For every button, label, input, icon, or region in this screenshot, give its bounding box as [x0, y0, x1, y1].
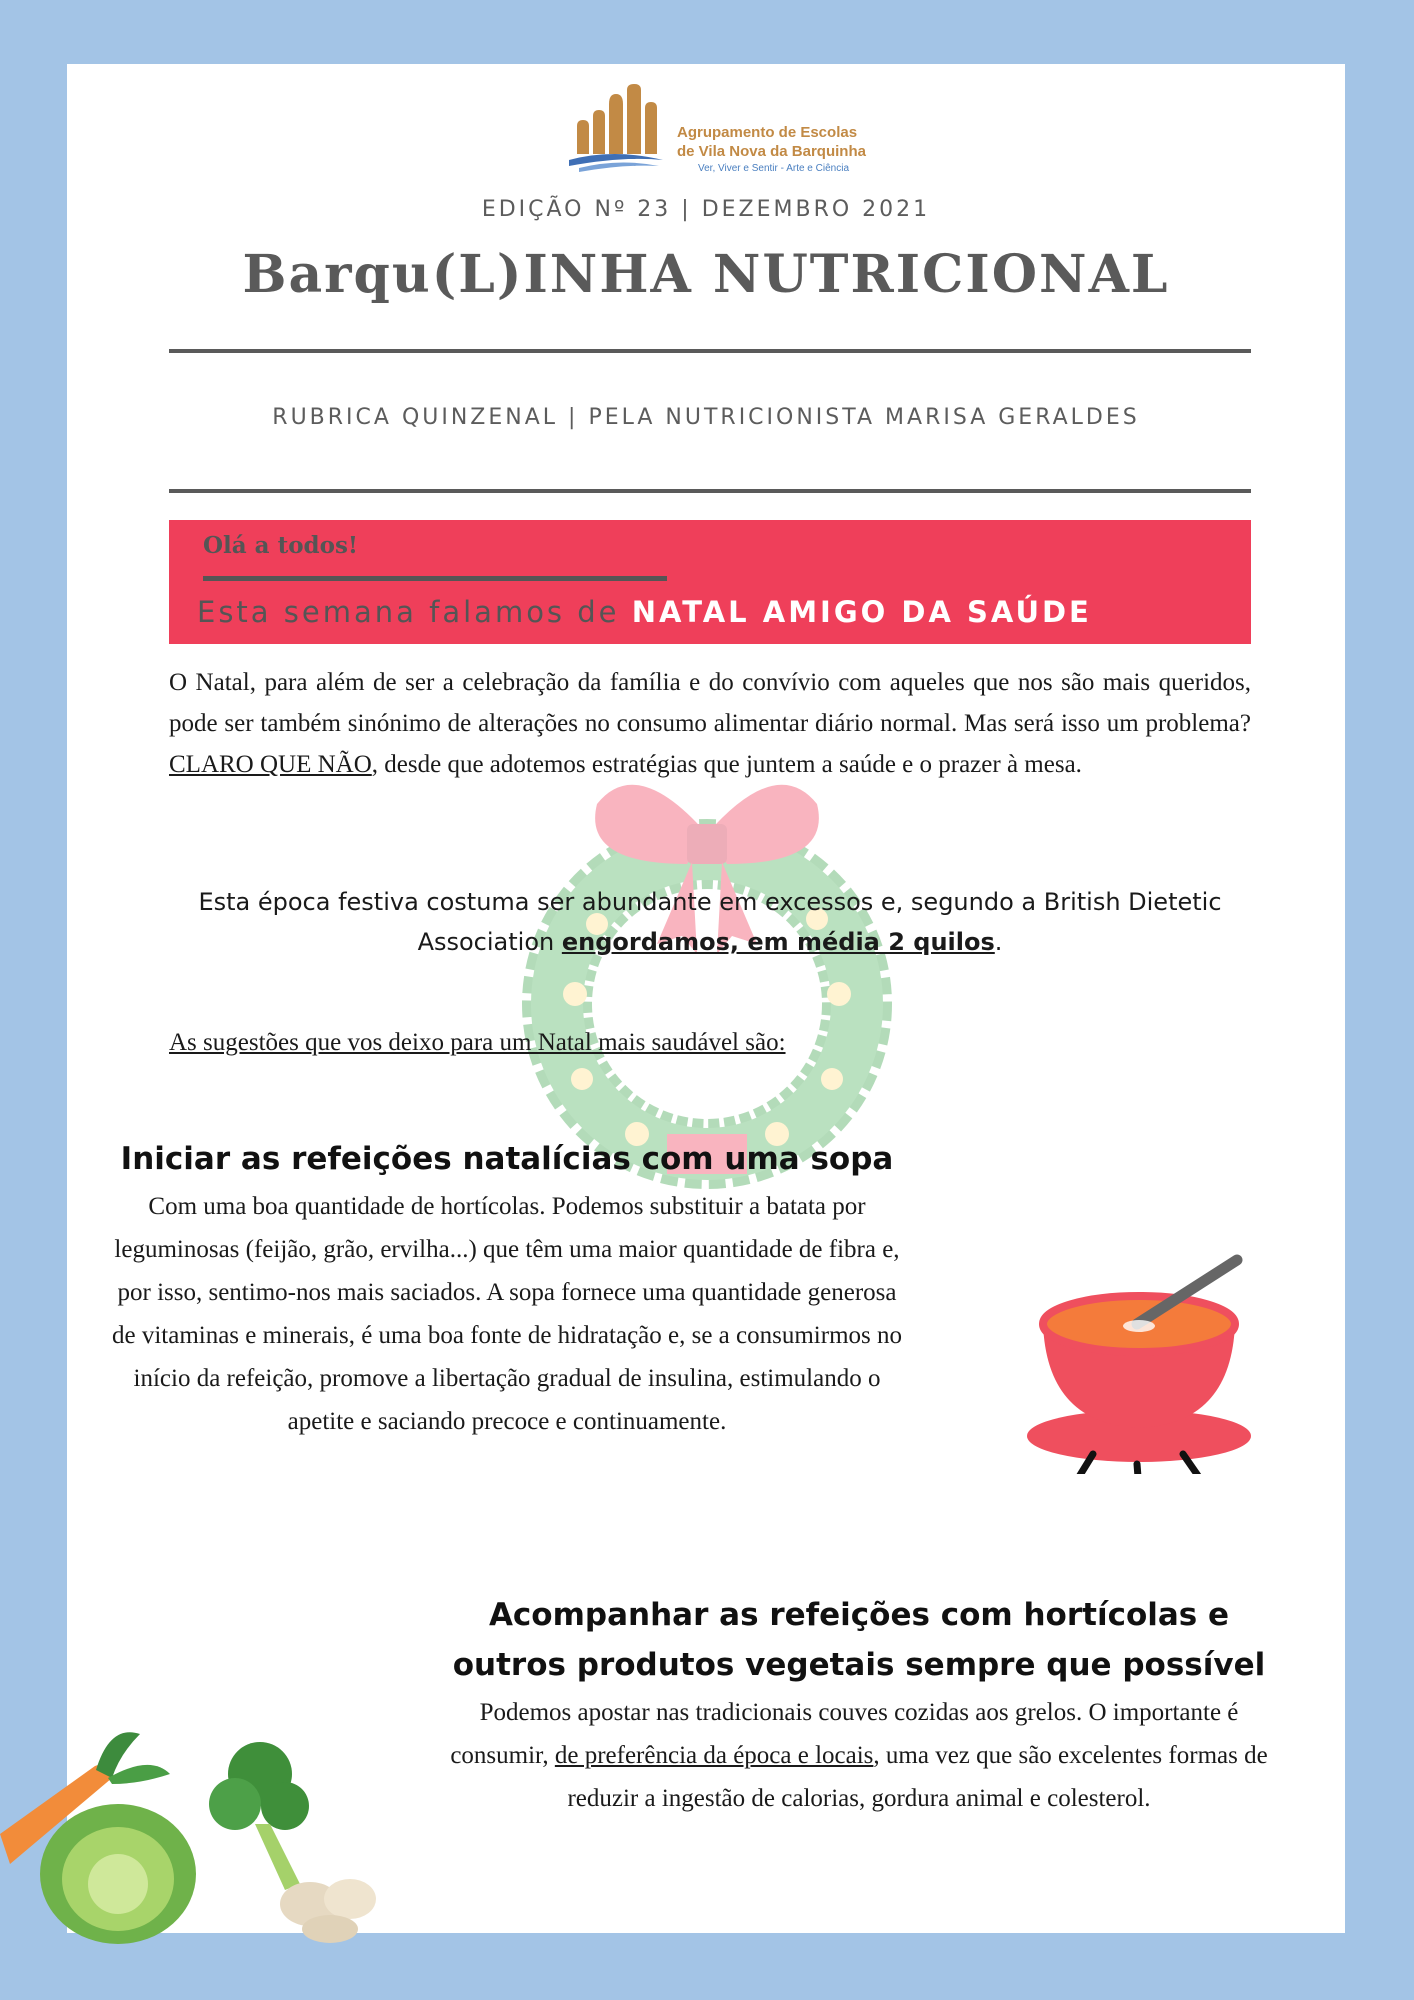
topic-title: NATAL AMIGO DA SAÚDE: [631, 595, 1092, 629]
topic-line: [197, 595, 1092, 629]
greeting-underline: [203, 576, 667, 581]
intro2-text-b: .: [994, 928, 1003, 956]
rubric-label: RUBRICA QUINZENAL | PELA NUTRICIONISTA MARISA GERALDES: [272, 405, 1140, 430]
section-1-heading: Iniciar as refeições natalícias com uma sopa: [120, 1141, 894, 1177]
vegetables-icon: [0, 1714, 420, 1944]
newsletter-page: [67, 64, 1345, 1933]
intro2-emphasis: engordamos, em média 2 quilos: [561, 928, 995, 956]
intro2-text-a: Esta época festiva costuma ser abundante em excessos e, segundo a British Dietetic Association: [198, 888, 1222, 956]
intro-paragraph-1: [169, 662, 1251, 785]
greeting: Olá a todos!: [203, 532, 359, 559]
intro-paragraph-2: [169, 882, 1251, 962]
intro-text-b: , desde que adotemos estratégias que juntem a saúde e o prazer à mesa.: [371, 751, 1082, 778]
edition-label: EDIÇÃO Nº 23 | DEZEMBRO 2021: [481, 197, 931, 222]
intro-text-a: O Natal, para além de ser a celebração da família e do convívio com aqueles que nos são mais queridos, pode ser também sinónimo de alterações no consumo alimentar diário normal. Mas será isso um problema?: [169, 669, 1251, 737]
section-2-body: [429, 1691, 1289, 1820]
divider-top: [169, 349, 1251, 353]
suggestions-intro: As sugestões que vos deixo para um Natal mais saudável são:: [169, 1029, 786, 1056]
section-1-body: Com uma boa quantidade de hortícolas. Podemos substituir a batata por leguminosas (feijão, grão, ervilha...) que têm uma maior quantidade de fibra e, por isso, sentimo-nos mais saciados. A sopa fornece uma quantidade generosa de vitaminas e minerais, é uma boa fonte de hidratação e, se a consumirmos no início da refeição, promove a libertação gradual de insulina, estimulando o apetite e saciando precoce e continuamente.: [111, 1193, 902, 1435]
section-2-emphasis: de preferência da época e locais: [554, 1742, 874, 1769]
topic-prefix: Esta semana falamos de: [197, 595, 632, 629]
logo-line-2: de Vila Nova da Barquinha: [677, 143, 866, 160]
soup-bowl-icon: [1027, 1214, 1257, 1474]
logo-tagline: Ver, Viver e Sentir - Arte e Ciência: [698, 163, 850, 174]
page-title: Barqu(L)INHA NUTRICIONAL: [242, 244, 1170, 305]
section-2-text-b: , uma vez que são excelentes formas de reduzir a ingestão de calorias, gordura animal e colesterol.: [567, 1742, 1268, 1812]
divider-bottom: [169, 489, 1251, 493]
section-2-heading: Acompanhar as refeições com hortícolas e outros produtos vegetais sempre que possível: [452, 1597, 1266, 1683]
section-2-text-a: Podemos apostar nas tradicionais couves cozidas aos grelos. O importante é consumir,: [450, 1699, 1239, 1769]
intro-emphasis: CLARO QUE NÃO: [169, 751, 372, 778]
logo-line-1: Agrupamento de Escolas: [677, 124, 858, 141]
